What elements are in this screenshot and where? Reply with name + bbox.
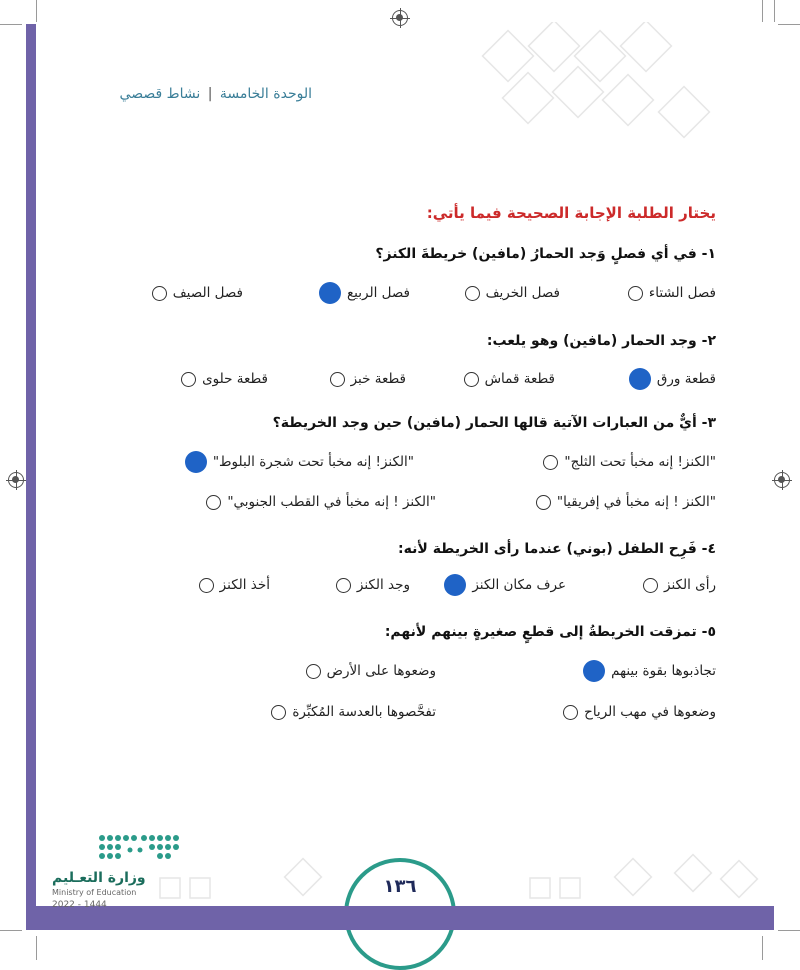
section-title: نشاط قصصي — [119, 86, 201, 102]
option-q3-1[interactable] — [543, 454, 716, 470]
crop-mark — [36, 936, 37, 960]
crop-mark — [0, 24, 22, 25]
option-label: تجاذبوها بقوة بينهم — [611, 663, 716, 679]
question-1: ١- في أي فصلٍ وَجد الحمارُ (مافين) خريطةَ الكنز؟ — [375, 246, 716, 262]
option-label: "الكنز! إنه مخبأ تحت شجرة البلوط" — [212, 454, 414, 470]
option-label: "الكنز! إنه مخبأ تحت الثلج" — [564, 454, 716, 470]
option-label: وضعوها في مهب الرياح — [584, 704, 716, 720]
option-q3-4[interactable] — [206, 494, 436, 510]
unit-title: الوحدة الخامسة — [219, 86, 312, 102]
radio-button[interactable] — [181, 372, 196, 387]
ministry-name-en: Ministry of Education — [52, 888, 137, 897]
radio-button[interactable] — [643, 578, 658, 593]
radio-button-selected[interactable] — [319, 282, 341, 304]
edition-year: 2022 - 1444 — [52, 900, 107, 910]
registration-mark-icon — [774, 472, 790, 488]
crop-mark — [762, 936, 763, 960]
question-4: ٤- فَرِح الطفل (بوني) عندما رأى الخريطة لأنه: — [398, 541, 716, 557]
radio-button[interactable] — [271, 705, 286, 720]
radio-button[interactable] — [563, 705, 578, 720]
radio-button[interactable] — [465, 286, 480, 301]
option-q2-3[interactable] — [330, 371, 406, 387]
option-q4-1[interactable] — [643, 577, 716, 593]
option-label: قطعة خبز — [350, 371, 406, 387]
radio-button-selected[interactable] — [185, 451, 207, 473]
question-5: ٥- تمزقت الخريطةُ إلى قطعٍ صغيرةٍ بينهم لأنهم: — [384, 624, 716, 640]
option-q4-2[interactable] — [444, 574, 566, 596]
option-q5-2[interactable] — [306, 663, 436, 679]
option-label: قطعة قماش — [484, 371, 555, 387]
option-q5-4[interactable] — [271, 704, 436, 720]
option-label: فصل الشتاء — [648, 285, 716, 301]
crop-mark — [36, 0, 37, 22]
page-number: ١٣٦ — [383, 876, 417, 897]
radio-button[interactable] — [464, 372, 479, 387]
question-2: ٢- وجد الحمار (مافين) وهو يلعب: — [486, 333, 716, 349]
page-header — [120, 86, 312, 102]
option-label: قطعة حلوى — [202, 371, 268, 387]
option-q2-1[interactable] — [629, 368, 716, 390]
option-q3-2[interactable] — [185, 451, 414, 473]
radio-button[interactable] — [536, 495, 551, 510]
option-label: وضعوها على الأرض — [326, 663, 436, 679]
radio-button[interactable] — [628, 286, 643, 301]
option-q3-3[interactable] — [536, 494, 716, 510]
radio-button[interactable] — [336, 578, 351, 593]
crop-mark — [0, 930, 22, 931]
option-q4-3[interactable] — [336, 577, 410, 593]
question-3: ٣- أيٌّ من العبارات الآتية قالها الحمار (مافين) حين وجد الخريطة؟ — [272, 415, 716, 431]
option-q2-2[interactable] — [464, 371, 555, 387]
option-q1-2[interactable] — [465, 285, 560, 301]
crop-mark — [762, 0, 763, 22]
radio-button[interactable] — [206, 495, 221, 510]
option-label: "الكنز ! إنه مخبأ في إفريقيا" — [556, 494, 716, 510]
option-label: عرف مكان الكنز — [472, 577, 566, 593]
radio-button-selected[interactable] — [629, 368, 651, 390]
radio-button[interactable] — [306, 664, 321, 679]
radio-button-selected[interactable] — [444, 574, 466, 596]
option-q2-4[interactable] — [181, 371, 268, 387]
instruction-text: يختار الطلبة الإجابة الصحيحة فيما يأتي: — [426, 204, 716, 222]
radio-button[interactable] — [543, 455, 558, 470]
registration-mark-icon — [392, 10, 408, 26]
left-margin-bar — [26, 24, 36, 930]
option-label: أخذ الكنز — [219, 577, 270, 593]
option-label: "الكنز ! إنه مخبأ في القطب الجنوبي" — [227, 494, 436, 510]
option-q5-3[interactable] — [563, 704, 716, 720]
ministry-name-ar: وزارة التعـليم — [52, 870, 146, 886]
crop-mark — [778, 930, 800, 931]
radio-button-selected[interactable] — [583, 660, 605, 682]
option-label: قطعة ورق — [656, 371, 716, 387]
ministry-logo-icon — [52, 830, 192, 864]
registration-mark-icon — [8, 472, 24, 488]
option-q1-1[interactable] — [628, 285, 716, 301]
option-label: رأى الكنز — [664, 577, 716, 593]
header-separator: | — [207, 86, 213, 102]
option-q5-1[interactable] — [583, 660, 716, 682]
option-label: فصل الصيف — [172, 285, 243, 301]
option-q1-4[interactable] — [152, 285, 243, 301]
option-label: فصل الربيع — [346, 285, 410, 301]
crop-mark — [774, 0, 775, 22]
option-label: تفحَّصوها بالعدسة المُكبِّرة — [292, 704, 436, 720]
bottom-margin-bar — [330, 906, 470, 930]
decorative-diamonds-top — [470, 22, 770, 152]
radio-button[interactable] — [152, 286, 167, 301]
radio-button[interactable] — [199, 578, 214, 593]
decorative-diamonds-bottom — [150, 850, 770, 906]
option-label: فصل الخريف — [485, 285, 560, 301]
option-label: وجد الكنز — [356, 577, 410, 593]
radio-button[interactable] — [330, 372, 345, 387]
crop-mark — [778, 24, 800, 25]
option-q1-3[interactable] — [319, 282, 410, 304]
option-q4-4[interactable] — [199, 577, 270, 593]
